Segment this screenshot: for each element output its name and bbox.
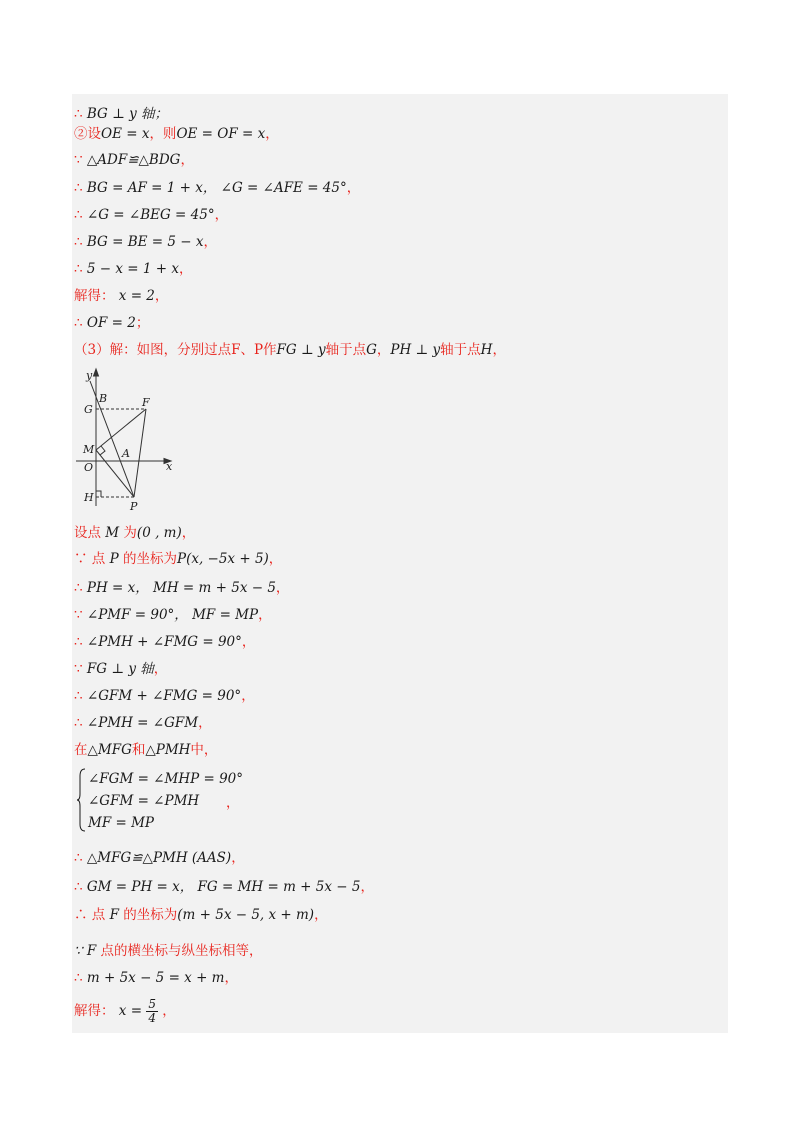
final-solution bbox=[74, 998, 176, 1025]
label-y: y bbox=[86, 369, 93, 382]
right-angle-mark-H bbox=[96, 491, 101, 497]
line-segment: ， bbox=[492, 342, 506, 358]
line-segment: OE = x bbox=[101, 126, 150, 142]
line-segment: 5 − x = 1 + x bbox=[86, 261, 179, 277]
label-F: F bbox=[142, 396, 150, 409]
solution-line bbox=[74, 968, 238, 988]
solution-line bbox=[74, 259, 192, 279]
line-segment: ； bbox=[135, 315, 150, 331]
line-segment: m + 5x − 5 = x + m bbox=[86, 970, 225, 986]
line-segment: ， bbox=[154, 288, 169, 304]
line-segment: ∴ bbox=[74, 688, 87, 704]
line-segment: ∴ bbox=[74, 261, 87, 277]
solution-line bbox=[74, 340, 506, 360]
system-row-2: ∠GFM = ∠PMH bbox=[88, 793, 200, 809]
line-segment: ， bbox=[231, 850, 245, 866]
line-segment: PH ⊥ y bbox=[390, 342, 441, 358]
solution-line bbox=[74, 124, 279, 144]
line-segment: (m + 5x − 5, x + m) bbox=[177, 907, 315, 923]
line-segment: ， bbox=[241, 688, 255, 704]
line-segment: 点的横坐标与纵坐标相等， bbox=[96, 943, 263, 959]
solution-line bbox=[74, 549, 282, 569]
solution-line bbox=[74, 578, 289, 598]
line-segment: ∵ bbox=[74, 943, 87, 959]
line-segment: ， bbox=[241, 634, 256, 650]
line-segment: ， bbox=[346, 180, 361, 196]
label-H: H bbox=[84, 491, 94, 504]
solution-prefix: 解得： bbox=[74, 1003, 115, 1019]
line-segment: P(x, −5x + 5) bbox=[176, 551, 269, 567]
line-segment: 设点 bbox=[74, 525, 106, 541]
line-segment: △ADF≌△BDG bbox=[86, 152, 181, 168]
line-segment: ，则 bbox=[149, 126, 177, 142]
line-segment: ， bbox=[198, 715, 212, 731]
label-x: x bbox=[166, 460, 173, 473]
line-segment: (0 , m) bbox=[136, 525, 182, 541]
line-segment: ， bbox=[360, 879, 374, 895]
label-P: P bbox=[130, 500, 138, 513]
line-segment: BG = BE = 5 − x bbox=[86, 234, 204, 250]
line-segment: ∴ bbox=[74, 207, 87, 223]
line-segment: 轴于点 bbox=[440, 342, 481, 358]
solution-line bbox=[74, 686, 255, 706]
line-segment: △MFG≌△PMH (AAS) bbox=[86, 850, 232, 866]
line-segment: ∵ bbox=[74, 152, 87, 168]
line-segment: x = 2 bbox=[114, 288, 155, 304]
line-segment: M bbox=[105, 525, 120, 541]
line-segment: ， bbox=[178, 261, 193, 277]
line-segment: ②设 bbox=[74, 126, 101, 142]
line-segment: （3）解：如图，分别过点F、P作 bbox=[74, 342, 277, 358]
solution-line bbox=[74, 523, 195, 543]
label-M: M bbox=[83, 443, 95, 456]
segment-FP bbox=[134, 409, 146, 497]
line-segment: 的坐标为 bbox=[118, 907, 178, 923]
system-tail: ， bbox=[226, 795, 240, 811]
solution-line bbox=[74, 104, 168, 124]
line-BP bbox=[90, 381, 134, 497]
y-axis-arrow bbox=[94, 369, 99, 376]
solution-fraction bbox=[146, 998, 158, 1025]
solution-lhs: x = bbox=[118, 1003, 147, 1019]
solution-line bbox=[74, 605, 272, 625]
line-segment: H bbox=[480, 342, 493, 358]
line-segment: FG ⊥ y 轴 bbox=[86, 661, 154, 677]
line-segment: ∴ bbox=[74, 234, 87, 250]
system-row-3: MF = MP bbox=[88, 815, 154, 831]
label-O: O bbox=[84, 461, 94, 474]
line-segment: ， bbox=[258, 607, 272, 623]
line-segment: ∴ bbox=[74, 879, 87, 895]
line-segment: ∴ bbox=[74, 315, 87, 331]
line-segment: F bbox=[86, 943, 97, 959]
solution-line bbox=[74, 877, 374, 897]
line-segment: ∠PMF = 90°， MF = MP bbox=[86, 607, 259, 623]
line-segment: ， bbox=[214, 207, 229, 223]
solution-line bbox=[74, 740, 217, 760]
line-segment: FG ⊥ y bbox=[276, 342, 326, 358]
line-segment: P bbox=[109, 551, 119, 567]
line-segment: ∠PMH = ∠GFM bbox=[86, 715, 199, 731]
solution-line bbox=[74, 150, 194, 170]
solution-tail: ， bbox=[162, 1003, 176, 1019]
line-segment: ∵ bbox=[74, 607, 87, 623]
line-segment: ， bbox=[153, 661, 168, 677]
line-segment: ∴ bbox=[74, 715, 87, 731]
line-segment: ， bbox=[265, 126, 279, 142]
line-segment: F bbox=[109, 907, 119, 923]
solution-line bbox=[74, 713, 212, 733]
label-B: B bbox=[99, 392, 108, 405]
solution-line bbox=[74, 632, 255, 652]
line-segment: ， bbox=[224, 970, 238, 986]
line-segment: BG ⊥ y 轴； bbox=[86, 106, 169, 122]
line-segment: ∴ bbox=[74, 180, 87, 196]
line-segment: ， bbox=[180, 152, 194, 168]
solution-line bbox=[74, 848, 245, 868]
line-segment: ∵ 点 bbox=[74, 551, 110, 567]
line-segment: 为 bbox=[119, 525, 137, 541]
solution-line bbox=[74, 905, 328, 925]
line-segment: ， bbox=[203, 234, 218, 250]
line-segment: ∠GFM + ∠FMG = 90° bbox=[86, 688, 242, 704]
line-segment: ， bbox=[268, 551, 283, 567]
line-segment: PH = x， MH = m + 5x − 5 bbox=[86, 580, 276, 596]
line-segment: GM = PH = x， FG = MH = m + 5x − 5 bbox=[86, 879, 361, 895]
line-segment: ∴ bbox=[74, 106, 87, 122]
line-segment: ∴ bbox=[74, 580, 87, 596]
line-segment: G bbox=[366, 342, 377, 358]
fraction-numerator: 5 bbox=[148, 997, 156, 1011]
label-G: G bbox=[84, 403, 93, 416]
solution-line bbox=[74, 178, 360, 198]
line-segment: 解得： bbox=[74, 288, 115, 304]
solution-line bbox=[74, 941, 263, 961]
geometry-figure bbox=[74, 366, 184, 516]
segment-MF bbox=[96, 409, 146, 450]
line-segment: 的坐标为 bbox=[118, 551, 177, 567]
line-segment: ∴ 点 bbox=[74, 907, 110, 923]
line-segment: ， bbox=[275, 580, 290, 596]
label-A: A bbox=[122, 447, 130, 460]
line-segment: OE = OF = x bbox=[176, 126, 266, 142]
line-segment: 和 bbox=[131, 742, 146, 758]
solution-line bbox=[74, 286, 168, 306]
line-segment: 在 bbox=[74, 742, 88, 758]
line-segment: △PMH bbox=[145, 742, 191, 758]
right-angle-mark-M bbox=[100, 446, 105, 455]
solution-line bbox=[74, 659, 167, 679]
system-row-1: ∠FGM = ∠MHP = 90° bbox=[88, 771, 243, 787]
line-segment: ， bbox=[314, 907, 328, 923]
line-segment: ∠PMH + ∠FMG = 90° bbox=[86, 634, 242, 650]
solution-line bbox=[74, 313, 149, 333]
line-segment: OF = 2 bbox=[86, 315, 136, 331]
solution-line bbox=[74, 205, 228, 225]
line-segment: 轴于点 bbox=[325, 342, 367, 358]
line-segment: ， bbox=[181, 525, 196, 541]
line-segment: ∵ bbox=[74, 661, 87, 677]
solution-line bbox=[74, 232, 217, 252]
line-segment: ∴ bbox=[74, 850, 87, 866]
line-segment: 中， bbox=[190, 742, 218, 758]
system-brace bbox=[76, 768, 86, 832]
line-segment: ∴ bbox=[74, 970, 87, 986]
line-segment: ∴ bbox=[74, 634, 87, 650]
fraction-denominator: 4 bbox=[148, 1011, 156, 1025]
line-segment: BG = AF = 1 + x， ∠G = ∠AFE = 45° bbox=[86, 180, 347, 196]
line-segment: ， bbox=[376, 342, 391, 358]
line-segment: ∠G = ∠BEG = 45° bbox=[86, 207, 215, 223]
line-segment: △MFG bbox=[87, 742, 132, 758]
